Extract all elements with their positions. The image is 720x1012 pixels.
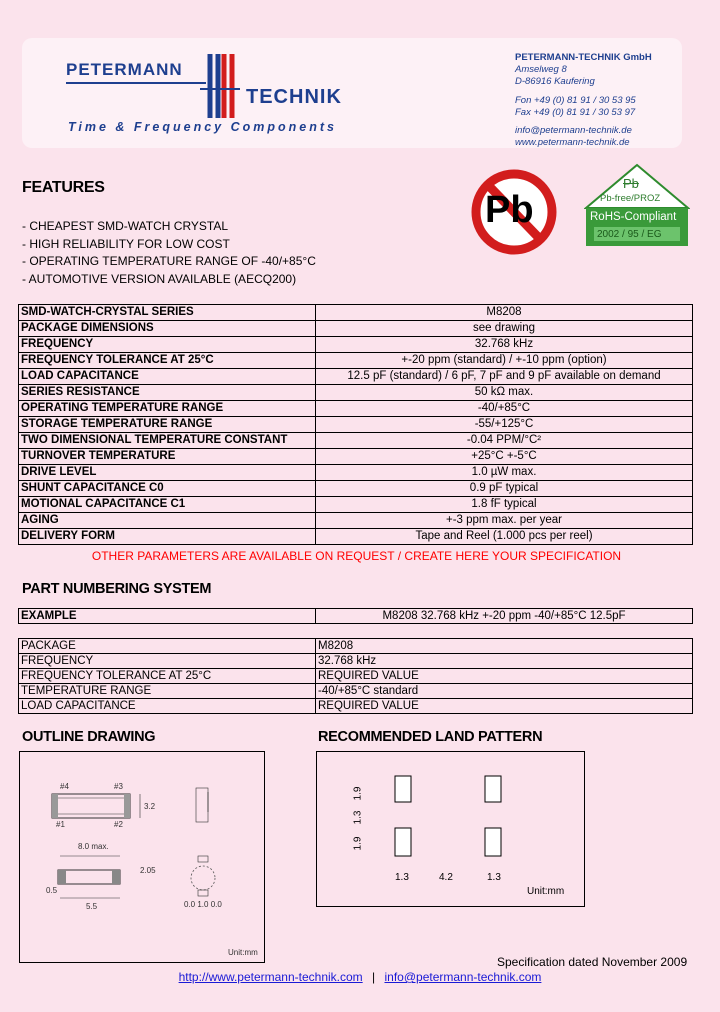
table-row	[19, 639, 693, 654]
table-row	[19, 433, 693, 449]
email[interactable]: info@petermann-technik.de	[515, 125, 632, 137]
feature-item: - OPERATING TEMPERATURE RANGE OF -40/+85°C	[22, 254, 316, 268]
table-row	[19, 654, 693, 669]
spec-value: -55/+125°C	[316, 417, 693, 433]
dim-b: 5.5	[86, 902, 98, 911]
spec-key: PACKAGE DIMENSIONS	[19, 321, 316, 337]
table-row	[19, 684, 693, 699]
spec-key: DRIVE LEVEL	[19, 465, 316, 481]
spec-value: +-20 ppm (standard) / +-10 ppm (option)	[316, 353, 693, 369]
spec-table	[18, 304, 693, 545]
spec-value: 1.8 fF typical	[316, 497, 693, 513]
land-unit: Unit:mm	[527, 886, 565, 897]
table-row	[19, 481, 693, 497]
spec-value: 12.5 pF (standard) / 6 pF, 7 pF and 9 pF available on demand	[316, 369, 693, 385]
pb-symbol: Pb	[485, 189, 534, 231]
table-row	[19, 497, 693, 513]
logo-text-bottom: TECHNIK	[246, 86, 342, 108]
spec-value: +-3 ppm max. per year	[316, 513, 693, 529]
logo-mark	[200, 52, 240, 118]
dim-d: 0.0 1.0 0.0	[184, 900, 222, 909]
part-value: M8208	[316, 639, 693, 654]
spec-key: SMD-WATCH-CRYSTAL SERIES	[19, 305, 316, 321]
part-numbering-title: PART NUMBERING SYSTEM	[22, 581, 212, 597]
part-key: FREQUENCY	[19, 654, 316, 669]
table-row	[19, 465, 693, 481]
spec-key: FREQUENCY	[19, 337, 316, 353]
fax: Fax +49 (0) 81 91 / 30 53 97	[515, 106, 636, 118]
company-name: PETERMANN-TECHNIK GmbH	[515, 52, 652, 63]
pin2-label: #2	[114, 820, 123, 829]
footer	[0, 970, 720, 984]
land-v1: 1.9	[352, 786, 364, 801]
table-row	[19, 417, 693, 433]
tagline: Time & Frequency Components	[68, 120, 337, 134]
address-block	[515, 52, 652, 149]
spec-key: SHUNT CAPACITANCE C0	[19, 481, 316, 497]
dim-c: 2.05	[140, 866, 156, 875]
dim-a: 0.5	[46, 886, 58, 895]
spec-value: 32.768 kHz	[316, 337, 693, 353]
part-value: -40/+85°C standard	[316, 684, 693, 699]
features-title: FEATURES	[22, 179, 105, 196]
spec-key: LOAD CAPACITANCE	[19, 369, 316, 385]
part-key: LOAD CAPACITANCE	[19, 699, 316, 714]
example-label: EXAMPLE	[19, 609, 316, 624]
land-pattern-title: RECOMMENDED LAND PATTERN	[318, 729, 543, 745]
spec-key: FREQUENCY TOLERANCE AT 25°C	[19, 353, 316, 369]
pin4-label: #4	[60, 782, 69, 791]
spec-key: TURNOVER TEMPERATURE	[19, 449, 316, 465]
web[interactable]: www.petermann-technik.de	[515, 137, 630, 149]
spec-key: OPERATING TEMPERATURE RANGE	[19, 401, 316, 417]
dim-width: 8.0 max.	[78, 842, 109, 851]
feature-item: - CHEAPEST SMD-WATCH CRYSTAL	[22, 219, 229, 233]
spec-key: SERIES RESISTANCE	[19, 385, 316, 401]
spec-value: +25°C +-5°C	[316, 449, 693, 465]
land-h3: 1.3	[487, 872, 501, 883]
outline-drawing	[20, 752, 264, 962]
pb-free-label: Pb-free/PROZ	[600, 193, 661, 204]
spec-value: see drawing	[316, 321, 693, 337]
part-number-table	[18, 638, 693, 714]
spec-value: -40/+85°C	[316, 401, 693, 417]
part-key: FREQUENCY TOLERANCE AT 25°C	[19, 669, 316, 684]
table-row	[19, 321, 693, 337]
pin3-label: #3	[114, 782, 123, 791]
outline-title: OUTLINE DRAWING	[22, 729, 156, 745]
spec-key: TWO DIMENSIONAL TEMPERATURE CONSTANT	[19, 433, 316, 449]
table-row	[19, 385, 693, 401]
table-row	[19, 369, 693, 385]
logo-rule	[66, 82, 206, 84]
phone: Fon +49 (0) 81 91 / 30 53 95	[515, 94, 636, 106]
spec-value: 0.9 pF typical	[316, 481, 693, 497]
spec-key: AGING	[19, 513, 316, 529]
feature-item: - AUTOMOTIVE VERSION AVAILABLE (AECQ200)	[22, 271, 297, 286]
dim-height: 3.2	[144, 802, 156, 811]
spec-value: -0.04 PPM/°C²	[316, 433, 693, 449]
part-value: REQUIRED VALUE	[316, 669, 693, 684]
table-row	[19, 337, 693, 353]
spec-date: Specification dated November 2009	[497, 955, 688, 969]
spec-key: DELIVERY FORM	[19, 529, 316, 545]
spec-value: Tape and Reel (1.000 pcs per reel)	[316, 529, 693, 545]
spec-key: STORAGE TEMPERATURE RANGE	[19, 417, 316, 433]
street: Amselweg 8	[515, 64, 567, 76]
pin1-label: #1	[56, 820, 65, 829]
table-row	[19, 669, 693, 684]
table-row	[19, 529, 693, 545]
land-v3: 1.9	[352, 836, 364, 851]
footer-url-link[interactable]: http://www.petermann-technik.com	[178, 970, 363, 984]
spec-notice[interactable]: OTHER PARAMETERS ARE AVAILABLE ON REQUEST / CREATE HERE YOUR SPECIFICATION	[91, 549, 622, 563]
spec-value: 1.0 µW max.	[316, 465, 693, 481]
example-value: M8208 32.768 kHz +-20 ppm -40/+85°C 12.5pF	[316, 609, 693, 624]
outline-drawing-box	[19, 751, 265, 963]
land-h2: 4.2	[439, 872, 453, 883]
city: D-86916 Kaufering	[515, 76, 595, 88]
spec-key: MOTIONAL CAPACITANCE C1	[19, 497, 316, 513]
part-value: 32.768 kHz	[316, 654, 693, 669]
table-row	[19, 353, 693, 369]
table-row	[19, 449, 693, 465]
feature-item: - HIGH RELIABILITY FOR LOW COST	[22, 236, 230, 251]
outline-unit: Unit:mm	[228, 948, 258, 957]
features-list	[22, 218, 316, 288]
spec-value: 50 kΩ max.	[316, 385, 693, 401]
part-key: TEMPERATURE RANGE	[19, 684, 316, 699]
table-row	[19, 401, 693, 417]
land-h1: 1.3	[395, 872, 409, 883]
part-key: PACKAGE	[19, 639, 316, 654]
land-v2: 1.3	[352, 810, 364, 825]
table-row	[19, 609, 693, 624]
logo-text-top: PETERMANN	[66, 60, 183, 79]
table-row	[19, 699, 693, 714]
table-row	[19, 305, 693, 321]
example-table	[18, 608, 693, 624]
land-pattern-box	[316, 751, 585, 907]
footer-email-link[interactable]: info@petermann-technik.com	[384, 970, 542, 984]
spec-value: M8208	[316, 305, 693, 321]
footer-separator: |	[372, 970, 376, 984]
rohs-label: RoHS-Compliant	[590, 211, 677, 223]
table-row	[19, 513, 693, 529]
part-value: REQUIRED VALUE	[316, 699, 693, 714]
rohs-code: 2002 / 95 / EG	[597, 229, 662, 240]
pb-free-symbol: Pb	[623, 176, 639, 191]
